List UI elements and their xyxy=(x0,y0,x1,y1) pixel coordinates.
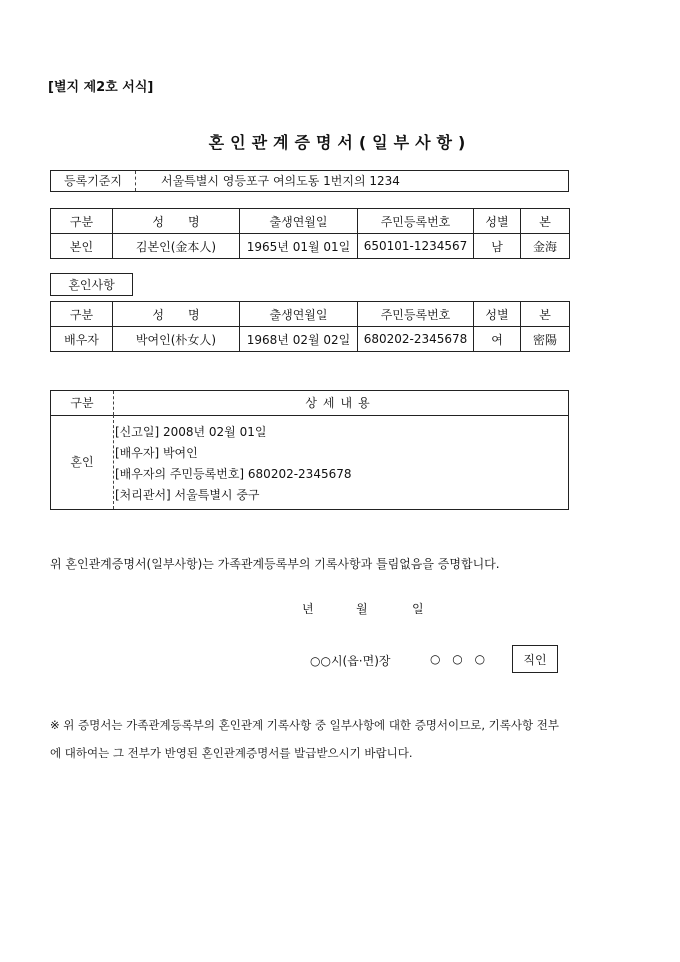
spouse-name: 박여인(朴女人) xyxy=(113,327,240,352)
notice-line-1: ※ 위 증명서는 가족관계등록부의 혼인관계 기록사항 중 일부사항에 대한 증명서이므로, 기록사항 전부 xyxy=(50,718,559,732)
detail-line-spouse: [배우자] 박여인 xyxy=(115,446,198,460)
header-category: 구분 xyxy=(51,302,113,327)
issuer-title: ○○시(읍·면)장 xyxy=(310,654,391,668)
spouse-table xyxy=(50,301,570,352)
date-day: 일 xyxy=(412,602,424,616)
detail-header-category: 구분 xyxy=(51,391,114,415)
self-origin: 金海 xyxy=(521,234,570,259)
date-year: 년 xyxy=(302,602,314,616)
spouse-birth: 1968년 02월 02일 xyxy=(240,327,358,352)
header-name: 성 명 xyxy=(113,302,240,327)
header-sex: 성별 xyxy=(474,302,521,327)
detail-line-report-date: [신고일] 2008년 02월 01일 xyxy=(115,425,267,439)
date-month: 월 xyxy=(356,602,368,616)
self-sex: 남 xyxy=(474,234,521,259)
header-birth: 출생연월일 xyxy=(240,209,358,234)
official-seal-box: 직인 xyxy=(512,645,558,673)
registration-reference-box xyxy=(50,170,569,192)
notice-line-2: 에 대하여는 그 전부가 반영된 혼인관계증명서를 발급받으시기 바랍니다. xyxy=(50,746,413,760)
registration-reference-value: 서울특별시 영등포구 여의도동 1번지의 1234 xyxy=(161,174,400,188)
self-name: 김본인(金本人) xyxy=(113,234,240,259)
header-birth: 출생연월일 xyxy=(240,302,358,327)
header-origin: 본 xyxy=(521,302,570,327)
header-rrn: 주민등록번호 xyxy=(358,209,474,234)
detail-line-spouse-rrn: [배우자의 주민등록번호] 680202-2345678 xyxy=(115,467,352,481)
detail-category: 혼인 xyxy=(70,455,94,469)
self-rrn: 650101-1234567 xyxy=(358,234,474,259)
header-name: 성 명 xyxy=(113,209,240,234)
header-sex: 성별 xyxy=(474,209,521,234)
registration-reference-label: 등록기준지 xyxy=(51,171,136,191)
spouse-sex: 여 xyxy=(474,327,521,352)
detail-header xyxy=(51,391,568,416)
certification-statement: 위 혼인관계증명서(일부사항)는 가족관계등록부의 기록사항과 틀림없음을 증명합니다. xyxy=(50,557,500,571)
self-table xyxy=(50,208,570,259)
detail-line-office: [처리관서] 서울특별시 중구 xyxy=(115,488,260,502)
issuer-signature xyxy=(310,652,490,669)
spouse-category: 배우자 xyxy=(51,327,113,352)
spouse-origin: 密陽 xyxy=(521,327,570,352)
marriage-section-label: 혼인사항 xyxy=(50,273,133,296)
issuer-name: ○ ○ ○ xyxy=(430,652,490,666)
detail-header-content: 상세내용 xyxy=(305,396,376,410)
spouse-rrn: 680202-2345678 xyxy=(358,327,474,352)
self-birth: 1965년 01월 01일 xyxy=(240,234,358,259)
document-title: 혼인관계증명서(일부사항) xyxy=(208,133,472,152)
header-origin: 본 xyxy=(521,209,570,234)
detail-category-cell xyxy=(51,415,114,509)
detail-box xyxy=(50,390,569,510)
self-category: 본인 xyxy=(51,234,113,259)
form-number: [별지 제2호 서식] xyxy=(48,80,154,95)
header-category: 구분 xyxy=(51,209,113,234)
spouse-header-row xyxy=(51,302,570,327)
self-header-row xyxy=(51,209,570,234)
self-row xyxy=(51,234,570,259)
spouse-row xyxy=(51,327,570,352)
header-rrn: 주민등록번호 xyxy=(358,302,474,327)
